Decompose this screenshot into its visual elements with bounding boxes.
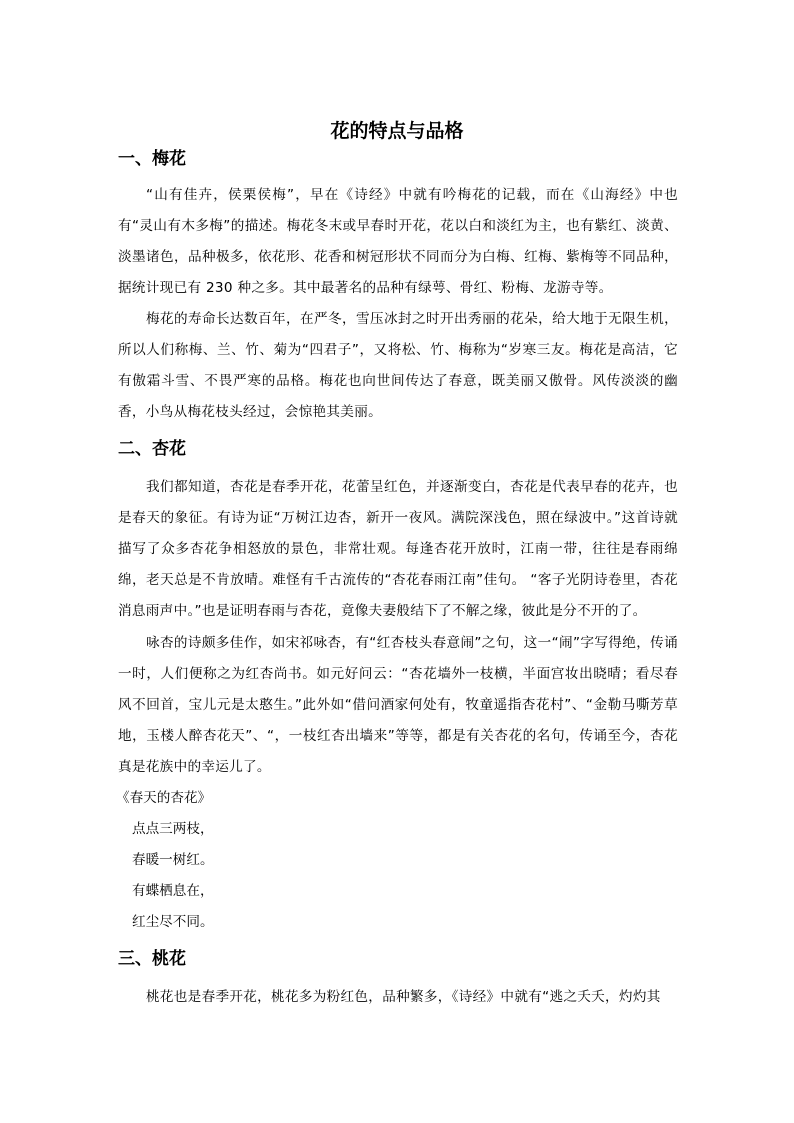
poem-line: 春暖一树红。	[132, 852, 214, 868]
section-heading-peach: 三、桃花	[118, 949, 186, 969]
plum-paragraph-2: 梅花的寿命长达数百年，在严冬，雪压冰封之时开出秀丽的花朵，给大地于无限生机，所以人们称梅、兰、竹、菊为“四君子”，又将松、竹、梅称为“岁寒三友。梅花是高洁，它有傲霜斗雪、不畏严寒的品格。梅花也向世间传达了春意，既美丽又傲骨。风传淡淡的幽香，小鸟从梅花枝头经过，会惊艳其美丽。	[118, 311, 678, 420]
poem-title: 《春天的杏花》	[116, 790, 212, 806]
poem-line: 有蝶栖息在，	[132, 883, 214, 899]
section-heading-plum: 一、梅花	[118, 149, 186, 169]
poem-line: 点点三两枝，	[132, 821, 214, 837]
apricot-paragraph-1: 我们都知道，杏花是春季开花，花蕾呈红色，并逐渐变白，杏花是代表早春的花卉，也是春天的象征。有诗为证“万树江边杏，新开一夜风。满院深浅色，照在绿波中。”这首诗就描写了众多杏花争相怒放的景色，非常壮观。每逢杏花开放时，江南一带，往往是春雨绵绵，老天总是不肯放晴。难怪有千古流传的“杏花春雨江南”佳句。 “客子光阴诗卷里，杏花消息雨声中。”也是证明春雨与杏花，竟像夫妻般结下了不解之缘，彼此是分不开的了。	[118, 479, 678, 619]
plum-paragraph-1: “山有佳卉，侯栗侯梅”，早在《诗经》中就有吟梅花的记载，而在《山海经》中也有“灵山有木多梅”的描述。梅花冬末或早春时开花，花以白和淡红为主，也有紫红、淡黄、淡墨诸色，品种极多，依花形、花香和树冠形状不同而分为白梅、红梅、紫梅等不同品种，据统计现已有 230 种之多。其中最著名的品种有绿萼、骨红、粉梅、龙游寺等。	[118, 187, 678, 296]
section-heading-apricot: 二、杏花	[118, 439, 186, 459]
poem-line: 红尘尽不同。	[132, 914, 214, 930]
document-title: 花的特点与品格	[330, 119, 464, 142]
peach-paragraph-1: 桃花也是春季开花，桃花多为粉红色，品种繁多，《诗经》中就有“逃之夭夭，灼灼其	[146, 989, 661, 1005]
apricot-paragraph-2: 咏杏的诗颇多佳作，如宋祁咏杏，有“红杏枝头春意闹”之句，这一“闹”字写得绝，传诵一时，人们便称之为红杏尚书。如元好问云：“杏花墙外一枝横，半面宫妆出晓晴；看尽春风不回首，宝儿元是太憨生。”此外如“借问酒家何处有，牧童遥指杏花村”、“金勒马嘶芳草地，玉楼人醉杏花天”、“，一枝红杏出墙来”等等，都是有关杏花的名句，传诵至今，杏花真是花族中的幸运儿了。	[118, 635, 678, 775]
